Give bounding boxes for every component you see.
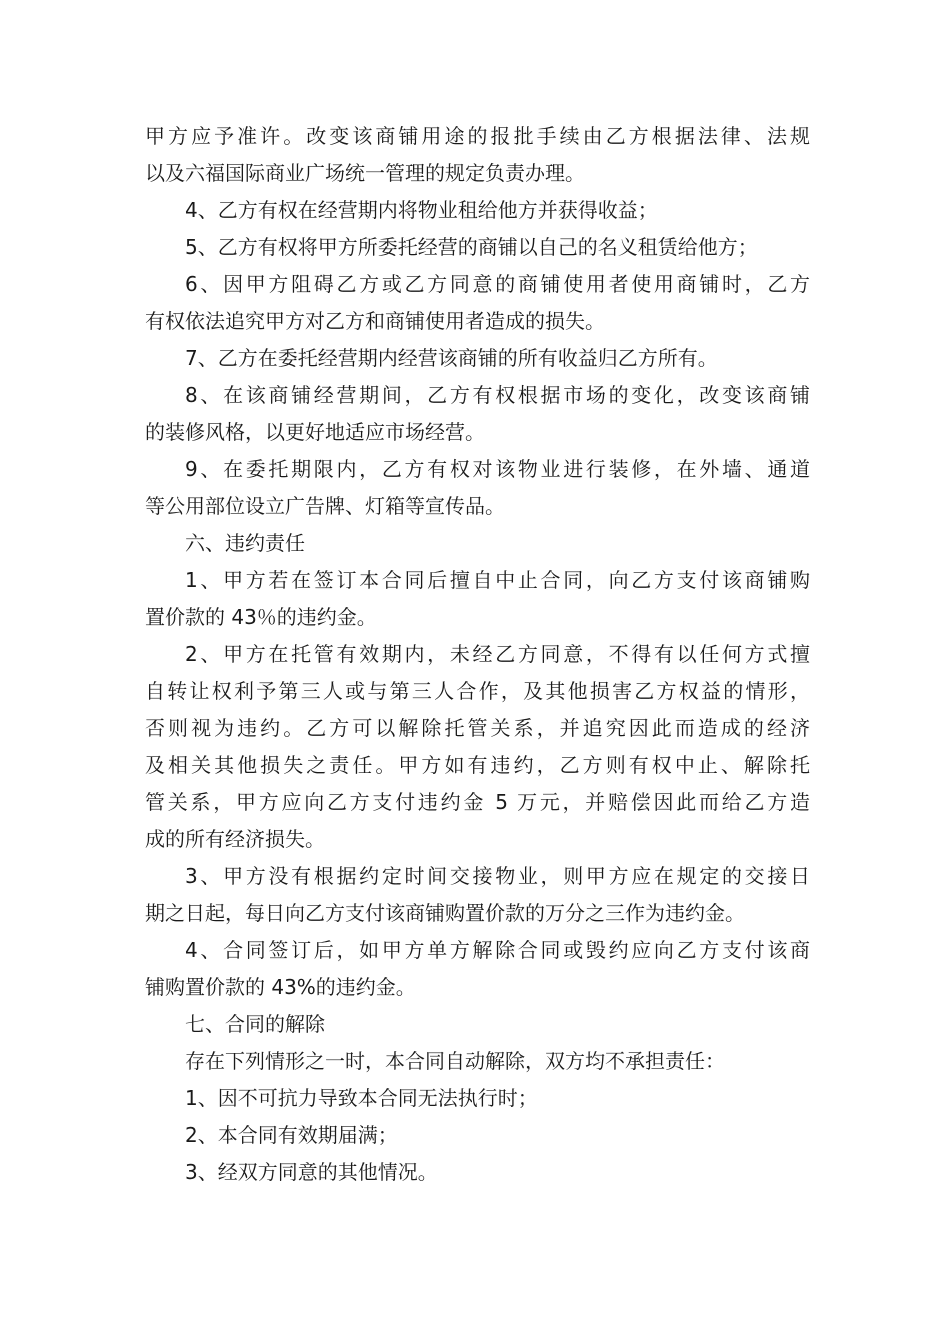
text-line: 9、在委托期限内，乙方有权对该物业进行装修，在外墙、通道	[185, 457, 810, 481]
text-line: 七、合同的解除	[185, 1012, 325, 1036]
text-line: 2、本合同有效期届满；	[185, 1123, 398, 1147]
text-line: 置价款的 43％的违约金。	[145, 605, 377, 629]
text-line: 2、甲方在托管有效期内，未经乙方同意，不得有以任何方式擅	[185, 642, 810, 666]
text-line: 3、甲方没有根据约定时间交接物业，则甲方应在规定的交接日	[185, 864, 810, 888]
text-line: 3、经双方同意的其他情况。	[185, 1160, 438, 1184]
text-line: 4、合同签订后，如甲方单方解除合同或毁约应向乙方支付该商	[185, 938, 810, 962]
text-line: 自转让权利予第三人或与第三人合作，及其他损害乙方权益的情形，	[145, 679, 810, 703]
text-line: 有权依法追究甲方对乙方和商铺使用者造成的损失。	[145, 309, 605, 333]
text-line: 成的所有经济损失。	[145, 827, 325, 851]
text-line: 以及六福国际商业广场统一管理的规定负责办理。	[145, 161, 585, 185]
text-line: 铺购置价款的 43%的违约金。	[145, 975, 416, 999]
text-line: 8、在该商铺经营期间，乙方有权根据市场的变化，改变该商铺	[185, 383, 810, 407]
text-line: 管关系，甲方应向乙方支付违约金 5 万元，并赔偿因此而给乙方造	[145, 790, 810, 814]
text-line: 等公用部位设立广告牌、灯箱等宣传品。	[145, 494, 505, 518]
text-line: 期之日起，每日向乙方支付该商铺购置价款的万分之三作为违约金。	[145, 901, 745, 925]
document-body	[145, 118, 810, 1191]
text-line: 6、因甲方阻碍乙方或乙方同意的商铺使用者使用商铺时，乙方	[185, 272, 810, 296]
text-line: 4、乙方有权在经营期内将物业租给他方并获得收益；	[185, 198, 658, 222]
text-line: 及相关其他损失之责任。甲方如有违约，乙方则有权中止、解除托	[145, 753, 810, 777]
text-line: 1、甲方若在签订本合同后擅自中止合同，向乙方支付该商铺购	[185, 568, 810, 592]
text-line: 六、违约责任	[185, 531, 305, 555]
text-line: 的装修风格，以更好地适应市场经营。	[145, 420, 485, 444]
text-line: 存在下列情形之一时，本合同自动解除，双方均不承担责任：	[185, 1049, 725, 1073]
text-line: 5、乙方有权将甲方所委托经营的商铺以自己的名义租赁给他方；	[185, 235, 758, 259]
text-line: 否则视为违约。乙方可以解除托管关系，并追究因此而造成的经济	[145, 716, 810, 740]
text-line: 7、乙方在委托经营期内经营该商铺的所有收益归乙方所有。	[185, 346, 718, 370]
text-line: 1、因不可抗力导致本合同无法执行时；	[185, 1086, 538, 1110]
text-line: 甲方应予准许。改变该商铺用途的报批手续由乙方根据法律、法规	[145, 124, 810, 148]
